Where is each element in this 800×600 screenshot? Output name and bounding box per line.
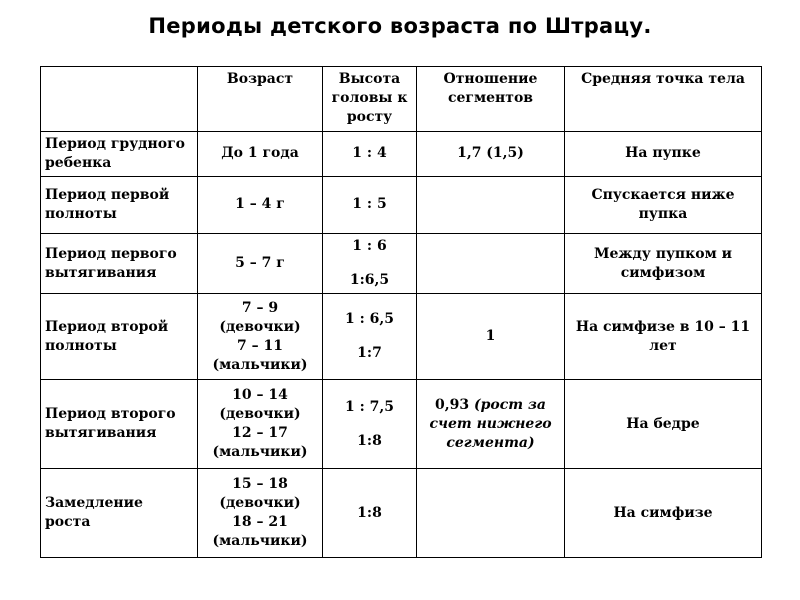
- head-ratio-value: 1 : 4: [352, 145, 387, 162]
- table-row: [41, 294, 762, 379]
- age-cell: [198, 176, 323, 233]
- age-line: (девочки): [219, 318, 301, 335]
- head-ratio-value: 1 : 7,5: [344, 398, 394, 415]
- age-line: 7 – 11: [237, 337, 283, 354]
- age-line: (девочки): [219, 495, 301, 512]
- period-cell: Период второй полноты: [41, 294, 198, 379]
- head-ratio-value: 1 : 6: [352, 238, 387, 255]
- table-body: [41, 132, 762, 558]
- head-ratio-cell: [323, 469, 417, 558]
- segment-ratio-value: 1: [485, 328, 496, 345]
- age-line: 15 – 18: [232, 476, 288, 493]
- page-title: Периоды детского возраста по Штрацу.: [148, 14, 652, 38]
- table-row: [41, 379, 762, 469]
- midpoint-cell: На пупке: [565, 132, 762, 177]
- age-line: 18 – 21: [232, 514, 288, 531]
- head-ratio-cell: [323, 176, 417, 233]
- age-line: 12 – 17: [232, 425, 288, 442]
- head-ratio-value: 1 : 5: [352, 196, 387, 213]
- segment-ratio-cell: [417, 132, 565, 177]
- period-cell: Период второго вытягивания: [41, 379, 198, 469]
- midpoint-cell: Между пупком и симфизом: [565, 234, 762, 294]
- table-row: [41, 234, 762, 294]
- header-segment-ratio: Отношение сегментов: [417, 67, 565, 132]
- period-cell: Период грудного ребенка: [41, 132, 198, 177]
- segment-ratio-cell: [417, 176, 565, 233]
- header-age: Возраст: [198, 67, 323, 132]
- head-ratio-value: 1 : 6,5: [344, 311, 394, 328]
- head-ratio-value: 1:8: [357, 432, 382, 449]
- table-header-row: [41, 67, 762, 132]
- header-midpoint: Средняя точка тела: [565, 67, 762, 132]
- age-line: (мальчики): [212, 356, 308, 373]
- age-line: (мальчики): [212, 533, 308, 550]
- head-ratio-cell: [323, 132, 417, 177]
- header-period: [41, 67, 198, 132]
- period-cell: Замедление роста: [41, 469, 198, 558]
- midpoint-cell: Спускается ниже пупка: [565, 176, 762, 233]
- segment-ratio-value: 0,93: [435, 396, 470, 413]
- segment-ratio-cell: [417, 379, 565, 469]
- age-line: (девочки): [219, 406, 301, 423]
- age-cell: [198, 294, 323, 379]
- segment-ratio-value: 1,7 (1,5): [457, 145, 524, 162]
- head-ratio-cell: [323, 379, 417, 469]
- segment-ratio-cell: [417, 469, 565, 558]
- age-line: 7 – 9: [241, 299, 279, 316]
- table-row: [41, 132, 762, 177]
- age-cell: [198, 379, 323, 469]
- period-cell: Период первой полноты: [41, 176, 198, 233]
- age-cell: [198, 132, 323, 177]
- segment-ratio-note: (рост за счет нижнего сегмента): [429, 396, 552, 451]
- midpoint-cell: На симфизе: [565, 469, 762, 558]
- head-ratio-value: 1:6,5: [349, 272, 390, 289]
- age-cell: [198, 234, 323, 294]
- head-ratio-value: 1:7: [357, 345, 382, 362]
- midpoint-cell: На бедре: [565, 379, 762, 469]
- strats-periods-table: [40, 66, 762, 558]
- age-cell: [198, 469, 323, 558]
- head-ratio-cell: [323, 234, 417, 294]
- midpoint-cell: На симфизе в 10 – 11 лет: [565, 294, 762, 379]
- age-line: До 1 года: [221, 145, 299, 162]
- table-row: [41, 469, 762, 558]
- age-line: 1 – 4 г: [235, 196, 285, 213]
- header-head-ratio: Высота головы к росту: [323, 67, 417, 132]
- age-line: 5 – 7 г: [235, 255, 285, 272]
- segment-ratio-cell: [417, 294, 565, 379]
- age-line: (мальчики): [212, 444, 308, 461]
- age-line: 10 – 14: [232, 387, 288, 404]
- period-cell: Период первого вытягивания: [41, 234, 198, 294]
- head-ratio-cell: [323, 294, 417, 379]
- head-ratio-value: 1:8: [357, 504, 382, 521]
- table-row: [41, 176, 762, 233]
- segment-ratio-cell: [417, 234, 565, 294]
